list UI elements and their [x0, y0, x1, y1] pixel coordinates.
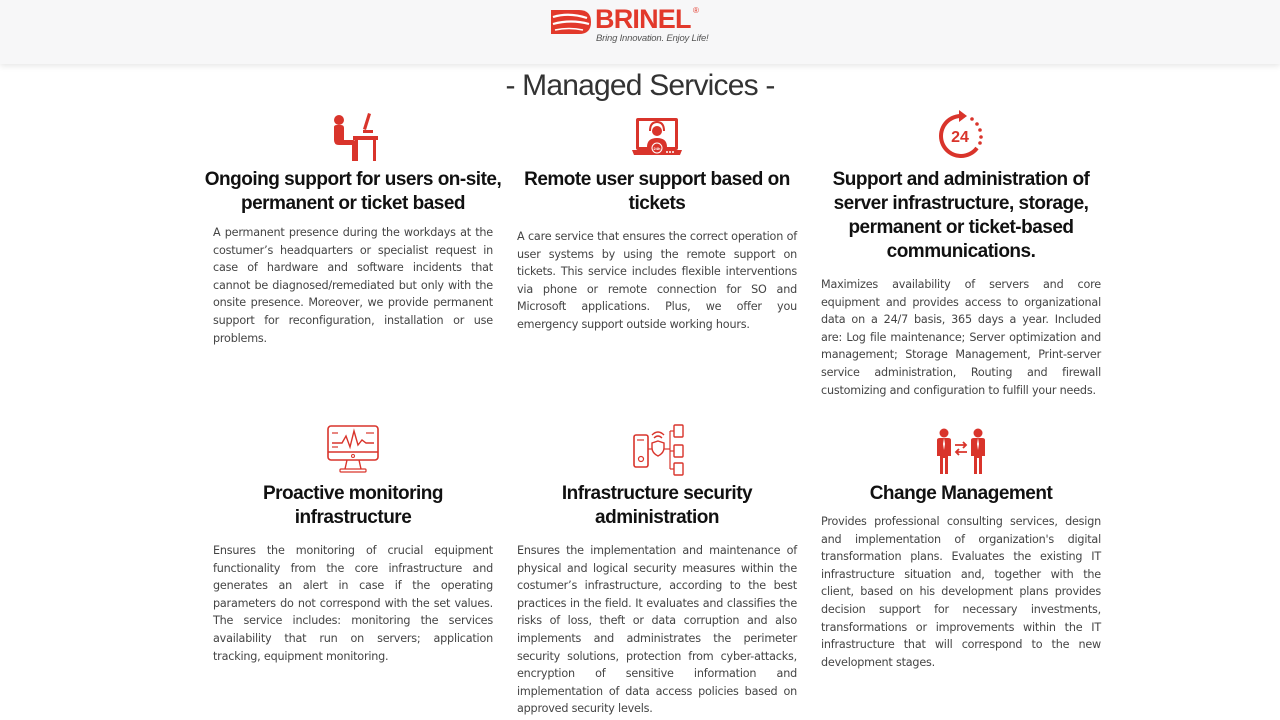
service-description: Maximizes availability of servers and core equipment and provides access to organizational data on a 24/7 basis, 365 days a year. Included are: Log file maintenance; Server optimization and management; Storage Management, Print-server service administration, Routing and firewall customizing and configuration to fulfill your needs. — [821, 278, 1101, 397]
network-security-icon — [632, 423, 686, 479]
service-description: Ensures the monitoring of crucial equipment functionality from the core infrastructure and generates an alert in case if the operating parameters do not correspond with the set values. The service includes: monitoring the services availability that run on servers; application tracking, equipment monitoring. — [213, 544, 493, 663]
service-title: Remote user support based on tickets — [524, 169, 790, 214]
people-exchange-icon — [934, 428, 988, 478]
remote-support-laptop-icon — [631, 115, 683, 161]
24-hours-clock-icon — [935, 110, 987, 162]
logo-swoosh-icon — [549, 8, 593, 36]
service-description: A care service that ensures the correct operation of user systems by using the remote support on tickets. This service includes flexible interventions via phone or remote connection for SO and Microsoft applications. Plus, we offer you emergency support outside working hours. — [517, 230, 797, 331]
logo-wordmark: BRINEL — [595, 4, 691, 34]
logo-registered-mark: ® — [693, 6, 699, 15]
person-at-desk-icon — [329, 110, 379, 162]
logo-tagline: Bring Innovation. Enjoy Life! — [596, 33, 709, 44]
service-description: Ensures the implementation and maintenance of physical and logical security measures within the costumer’s infrastructure, according to the best practices in the field. It evaluates and classifies the risks of loss, theft or data corruption and also implements and administrates the perimeter security solutions, protection from cyber-attacks, encryption of sensitive information and implementation of data access policies based on approved security levels. — [517, 544, 797, 716]
icon-24-label: 24 — [951, 129, 969, 146]
service-title: Change Management — [869, 483, 1053, 504]
page-title: - Managed Services - — [505, 69, 775, 102]
service-description: Provides professional consulting services, design and implementation of organization's digital transformation plans. Evaluates the existing IT infrastructure situation and, together with the client, based on his development plans provides decision support for necessary investments, transformations or improvements within the IT infrastructure that will correspond to the new development stages. — [821, 515, 1101, 669]
monitor-heartbeat-icon — [326, 423, 380, 475]
brinel-logo[interactable] — [549, 6, 725, 46]
service-title: Infrastructure security administration — [561, 483, 753, 528]
site-header — [0, 0, 1280, 64]
service-title: Support and administration of server infrastructure, storage, permanent or ticket-based communications. — [832, 169, 1090, 262]
service-title: Ongoing support for users on-site, permanent or ticket based — [204, 169, 502, 214]
service-title: Proactive monitoring infrastructure — [262, 483, 444, 528]
icon-24h-label: 24h — [653, 146, 661, 151]
service-description: A permanent presence during the workdays at the costumer’s headquarters or specialist request in case of hardware and software incidents that cannot be diagnosed/remediated but only with the onsite presence. Moreover, we provide permanent support for reconfiguration, installation or use problems. — [213, 226, 493, 345]
